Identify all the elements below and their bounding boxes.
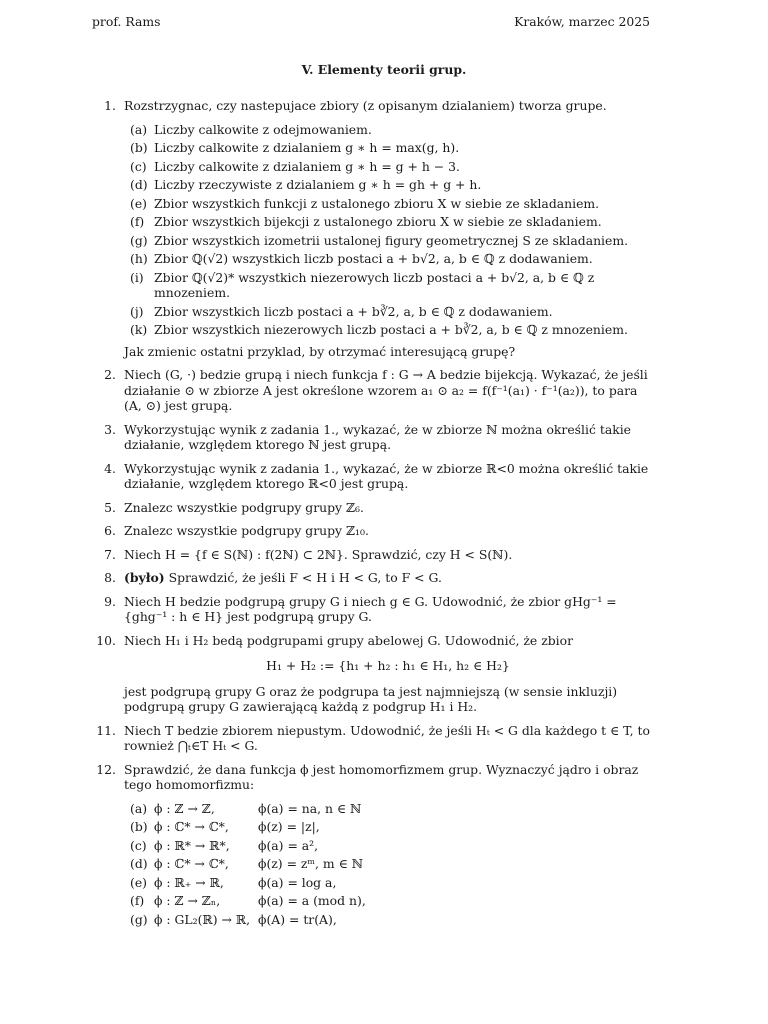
homomorphism-item xyxy=(130,838,652,854)
subitem xyxy=(130,322,652,338)
map-signature: ϕ : ℤ → ℤ, xyxy=(154,800,215,816)
problem-12 xyxy=(92,762,652,928)
map-signature: ϕ : GL₂(ℝ) → ℝ, xyxy=(154,911,251,927)
homomorphism-item xyxy=(130,856,652,872)
homomorphism-item xyxy=(130,875,652,891)
map-signature: ϕ : ℂ* → ℂ*, xyxy=(154,819,229,834)
map-formula: ϕ(z) = |z|, xyxy=(258,819,320,834)
display-formula: H₁ + H₂ := {h₁ + h₂ : h₁ ∈ H₁, h₂ ∈ H₂} xyxy=(266,658,510,673)
problem-9 xyxy=(92,594,652,625)
subitem-text: Zbior ℚ(√2)* wszystkich niezerowych liczb postaci a + b√2, a, b ∈ ℚ z mnozeniem. xyxy=(154,269,595,300)
problem-text-rest: Sprawdzić, że jeśli F < H i H < G, to F < G. xyxy=(168,570,442,585)
problem-text: Rozstrzygnac, czy nastepujace zbiory (z opisanym dzialaniem) tworza grupe. xyxy=(124,98,607,113)
subitem xyxy=(130,177,652,193)
subitem-label: (i) xyxy=(130,269,144,285)
header-author: prof. Rams xyxy=(92,14,161,29)
problem-number: 1. xyxy=(104,98,116,113)
subitem-text: Zbior wszystkich izometrii ustalonej figury geometrycznej S ze skladaniem. xyxy=(154,232,629,248)
subitem xyxy=(130,159,652,175)
subitem-text: Liczby calkowite z odejmowaniem. xyxy=(154,121,372,137)
problem-text: Znalezc wszystkie podgrupy grupy ℤ₆. xyxy=(124,499,364,515)
subitem-label: (a) xyxy=(130,121,148,137)
subitem xyxy=(130,140,652,156)
problem-number: 6. xyxy=(104,523,116,538)
subitem xyxy=(130,270,652,301)
problem-list xyxy=(92,98,652,935)
subitem-text: Liczby rzeczywiste z dzialaniem g ∗ h = gh + g + h. xyxy=(154,177,482,192)
map-formula: ϕ(z) = zᵐ, m ∈ ℕ xyxy=(258,856,364,871)
subitem xyxy=(130,304,652,320)
map-formula: ϕ(A) = tr(A), xyxy=(258,911,337,927)
problem-text: Sprawdzić, że dana funkcja ϕ jest homomorfizmem grup. Wyznaczyć jądro i obraz tego homomorfizmu: xyxy=(124,761,639,792)
problem-text: Wykorzystując wynik z zadania 1., wykazać, że w zbiorze ℕ można określić takie działanie, względem ktorego ℕ jest grupą. xyxy=(124,421,632,452)
problem-text: Wykorzystując wynik z zadania 1., wykazać, że w zbiorze ℝ<0 można określić takie działanie, względem ktorego ℝ<0 jest grupą. xyxy=(124,460,649,491)
header-place-date: Kraków, marzec 2025 xyxy=(514,14,650,29)
map-signature: ϕ : ℂ* → ℂ*, xyxy=(154,856,229,871)
subitem xyxy=(130,251,652,267)
problem-followup: Jak zmienic ostatni przyklad, by otrzymać interesującą grupę? xyxy=(124,343,516,359)
problem-11 xyxy=(92,723,652,754)
homomorphism-item xyxy=(130,801,652,817)
map-signature: ϕ : ℝ₊ → ℝ, xyxy=(154,874,224,890)
subitem-label: (g) xyxy=(130,232,148,248)
problem-number: 8. xyxy=(104,570,116,585)
problem-number: 5. xyxy=(104,499,116,515)
subitem xyxy=(130,196,652,212)
subitem-label: (b) xyxy=(130,819,148,834)
problem-8 xyxy=(92,570,652,586)
map-formula: ϕ(a) = a (mod n), xyxy=(258,893,366,908)
subitem-text: Zbior ℚ(√2) wszystkich liczb postaci a + b√2, a, b ∈ ℚ z dodawaniem. xyxy=(154,251,593,266)
problem-number: 7. xyxy=(104,546,116,562)
problem-6 xyxy=(92,523,652,539)
subitem-text: Zbior wszystkich funkcji z ustalonego zbioru X w siebie ze skladaniem. xyxy=(154,195,600,211)
problem-followup: jest podgrupą grupy G oraz że podgrupa ta jest najmniejszą (w sensie inkluzji) podgrupą grupy G zawierającą każdą z podgrup H₁ i H₂. xyxy=(124,683,618,714)
subitem-text: Liczby calkowite z dzialaniem g ∗ h = max(g, h). xyxy=(154,140,460,155)
subitem-label: (h) xyxy=(130,251,148,266)
problem-text: Niech (G, ·) bedzie grupą i niech funkcja f : G → A bedzie bijekcją. Wykazać, że jeśli działanie ⊙ w zbiorze A jest określone wzorem a₁ ⊙ a₂ = f(f⁻¹(a₁) · f⁻¹(a₂)), to para (A, ⊙) jest grupą. xyxy=(124,367,648,413)
problem-10 xyxy=(92,633,652,715)
homomorphism-item xyxy=(130,893,652,909)
subitem-label: (e) xyxy=(130,874,148,890)
subitem-label: (d) xyxy=(130,177,148,192)
map-formula: ϕ(a) = a², xyxy=(258,837,319,853)
problem-number: 12. xyxy=(96,761,116,777)
problem-4 xyxy=(92,461,652,492)
map-signature: ϕ : ℤ → ℤₙ, xyxy=(154,893,221,908)
problem-number: 9. xyxy=(104,593,116,609)
problem-text: Znalezc wszystkie podgrupy grupy ℤ₁₀. xyxy=(124,523,369,538)
map-formula: ϕ(a) = log a, xyxy=(258,874,337,890)
subitem-label: (b) xyxy=(130,140,148,155)
subitem-label: (j) xyxy=(130,303,144,319)
subitem-text: Zbior wszystkich niezerowych liczb postaci a + b∛2, a, b ∈ ℚ z mnozeniem. xyxy=(154,322,628,337)
problem-number: 4. xyxy=(104,460,116,476)
problem-7 xyxy=(92,547,652,563)
problem-5 xyxy=(92,500,652,516)
subitem-label: (f) xyxy=(130,214,145,229)
problem-number: 3. xyxy=(104,421,116,437)
subitem-label: (d) xyxy=(130,856,148,871)
homomorphism-item xyxy=(130,819,652,835)
problem-1 xyxy=(92,98,652,359)
subitem-label: (e) xyxy=(130,195,148,211)
subitem-label: (a) xyxy=(130,800,148,816)
subitem-text: Zbior wszystkich bijekcji z ustalonego zbioru X w siebie ze skladaniem. xyxy=(154,214,602,229)
problem-bold-tag: (było) xyxy=(124,570,165,585)
problem-text: Niech H₁ i H₂ bedą podgrupami grupy abelowej G. Udowodnić, że zbior xyxy=(124,632,573,648)
problem-number: 11. xyxy=(96,722,116,738)
problem-text: Niech T bedzie zbiorem niepustym. Udowodnić, że jeśli Hₜ < G dla każdego t ∈ T, to rownież ⋂ₜ∈T Hₜ < G. xyxy=(124,722,650,753)
homomorphism-list xyxy=(124,801,652,928)
subitem-label: (c) xyxy=(130,837,147,853)
homomorphism-item xyxy=(130,912,652,928)
map-formula: ϕ(a) = na, n ∈ ℕ xyxy=(258,800,362,816)
subitem-label: (k) xyxy=(130,322,148,337)
map-signature: ϕ : ℝ* → ℝ*, xyxy=(154,837,230,853)
problem-3 xyxy=(92,422,652,453)
subitem-label: (c) xyxy=(130,158,147,174)
subitem-list xyxy=(124,122,652,338)
problem-text: Niech H bedzie podgrupą grupy G i niech g ∈ G. Udowodnić, że zbior gHg⁻¹ = {ghg⁻¹ : h ∈ H} jest podgrupą grupy G. xyxy=(124,593,617,624)
subitem-label: (g) xyxy=(130,911,148,927)
page-title: V. Elementy teorii grup. xyxy=(301,62,467,77)
subitem-label: (f) xyxy=(130,893,145,908)
subitem xyxy=(130,233,652,249)
problem-number: 2. xyxy=(104,367,116,382)
problem-text xyxy=(124,570,652,586)
subitem-text: Liczby calkowite z dzialaniem g ∗ h = g + h − 3. xyxy=(154,158,460,174)
subitem xyxy=(130,122,652,138)
problem-number: 10. xyxy=(96,632,116,648)
problem-text: Niech H = {f ∈ S(ℕ) : f(2ℕ) ⊂ 2ℕ}. Sprawdzić, czy H < S(ℕ). xyxy=(124,546,513,562)
problem-2 xyxy=(92,367,652,414)
subitem-text: Zbior wszystkich liczb postaci a + b∛2, a, b ∈ ℚ z dodawaniem. xyxy=(154,303,553,319)
subitem xyxy=(130,214,652,230)
